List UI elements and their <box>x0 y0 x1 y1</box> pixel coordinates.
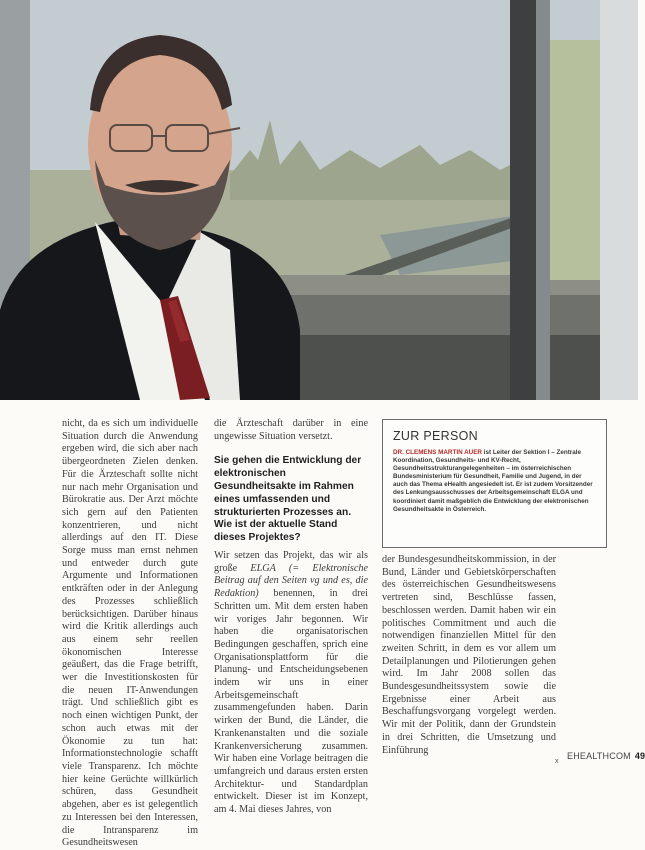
answer-italic-note: ELGA (= Elektronische Beitrag auf den Seiten vg und es, die Redaktion) <box>214 562 368 600</box>
text-column-3 <box>382 554 556 757</box>
page-number: 49 <box>634 751 645 761</box>
person-bio: ist Leiter der Sektion I – Zentrale Koordination, Gesundheits- und KV-Recht, Gesundheitsstrukturangelegenheiten – im österreichischen Bundesministerium für Gesundheit, Familie und Jugend, in der auch das Thema eHealth angesiedelt ist. Er ist zudem Vorsitzender des Lenkungsausschusses der Arbeitsgemeinschaft ELGA und koordiniert damit maßgeblich die Entwicklung der elektronischen Gesundheitsakte in Österreich. <box>393 449 593 513</box>
text-column-1 <box>62 418 198 850</box>
person-name: DR. CLEMENS MARTIN AUER <box>393 449 482 456</box>
answer-start: Wir setzen das Projekt, das wir als große <box>214 549 368 574</box>
column2-paragraph-2 <box>214 550 368 817</box>
text-column-2 <box>214 418 368 817</box>
page-footer <box>567 751 645 761</box>
box-description <box>393 449 596 514</box>
column1-body: nicht, da es sich um individuelle Situation durch die Anwendung ergeben wird, die sich aber nach übergeordneten Zielen denken. Für die Ärzteschaft sollte nicht nur nach mehr Organisation und Bürokratie aus. Der Arzt möchte sich gern auf den Patienten konzentrieren, und nicht allerdings auf den IT. Diese Sorge muss man ernst nehmen und entweder durch gute Argumente und Informationen entkräften oder in der Anlegung des Prozesses schließlich berücksichtigen. Darüber hinaus wird die Kritik allerdings auch aus einem sehr reellen ökonomischen Interesse geäußert, das die Frage betrifft, wer die Investitionskosten für die neuen IT-Anwendungen trägt. Und schließlich gibt es noch einen wichtigen Punkt, der schon auch etwas mit der Ökonomie zu tun hat: Informationstechnologie schafft viele Transparenz. Ich möchte hier keine Gerüchte willkürlich schüren, dass Gesundheit abgehen, aber es ist gelegentlich zu Interessen bei den Interessen, die Intransparenz im Gesundheitswesen <box>62 418 198 849</box>
answer-continued: benennen, in drei Schritten um. Mit dem ersten haben wir voriges Jahr begonnen. Wir haben die organisatorischen Bedingungen geschaffen, sprich eine Organisationsplattform für die Planung- und Entscheidungsebenen indem wir uns in einer Arbeitsgemeinschaft zusammengefunden haben. Darin wirken der Bund, die Länder, die Krankenanstalten und die soziale Krankenversicherung zusammen. Wir haben eine Vorlage beitragen die umfangreich und daraus ersten ersten Architektur- und Standardplan entwickelt. Dieser ist im Konzept, am 4. Mai dieses Jahres, von <box>214 588 368 816</box>
article-end-mark: x <box>555 758 559 765</box>
portrait-illustration <box>0 0 638 400</box>
column3-body: der Bundesgesundheitskommission, in der Bund, Länder und Gebietskörperschaften des österreichischen Gesundheitswesens vertreten sind, Beschlüsse fassen, beschlossen werden. Damit haben wir ein politisches Commitment und auch die notwendigen finanziellen Mittel für den zweiten Schritt, in dem es vor allem um Detailplanungen und Pilotierungen gehen wird. Im Jahr 2008 sollen das Bundesgesundheitssystem sowie die Ergebnisse einer Arbeit aus Beschaffungsvorgang vorgelegt werden. Wir mit der Politik, dann der Grundstein in drei Schritten, die Umsetzung und Einführung <box>382 554 556 756</box>
column2-paragraph-1: die Ärzteschaft darüber in eine ungewisse Situation versetzt. <box>214 418 368 442</box>
magazine-name: EHEALTHCOM <box>567 751 631 761</box>
portrait-photo <box>0 0 638 400</box>
box-title: ZUR PERSON <box>393 429 478 443</box>
interview-question: Sie gehen die Entwicklung der elektronischen Gesundheitsakte im Rahmen eines umfassenden und strukturierten Prozesses an. Wie ist der aktuelle Stand dieses Projektes? <box>214 455 362 544</box>
zur-person-box <box>382 419 607 548</box>
